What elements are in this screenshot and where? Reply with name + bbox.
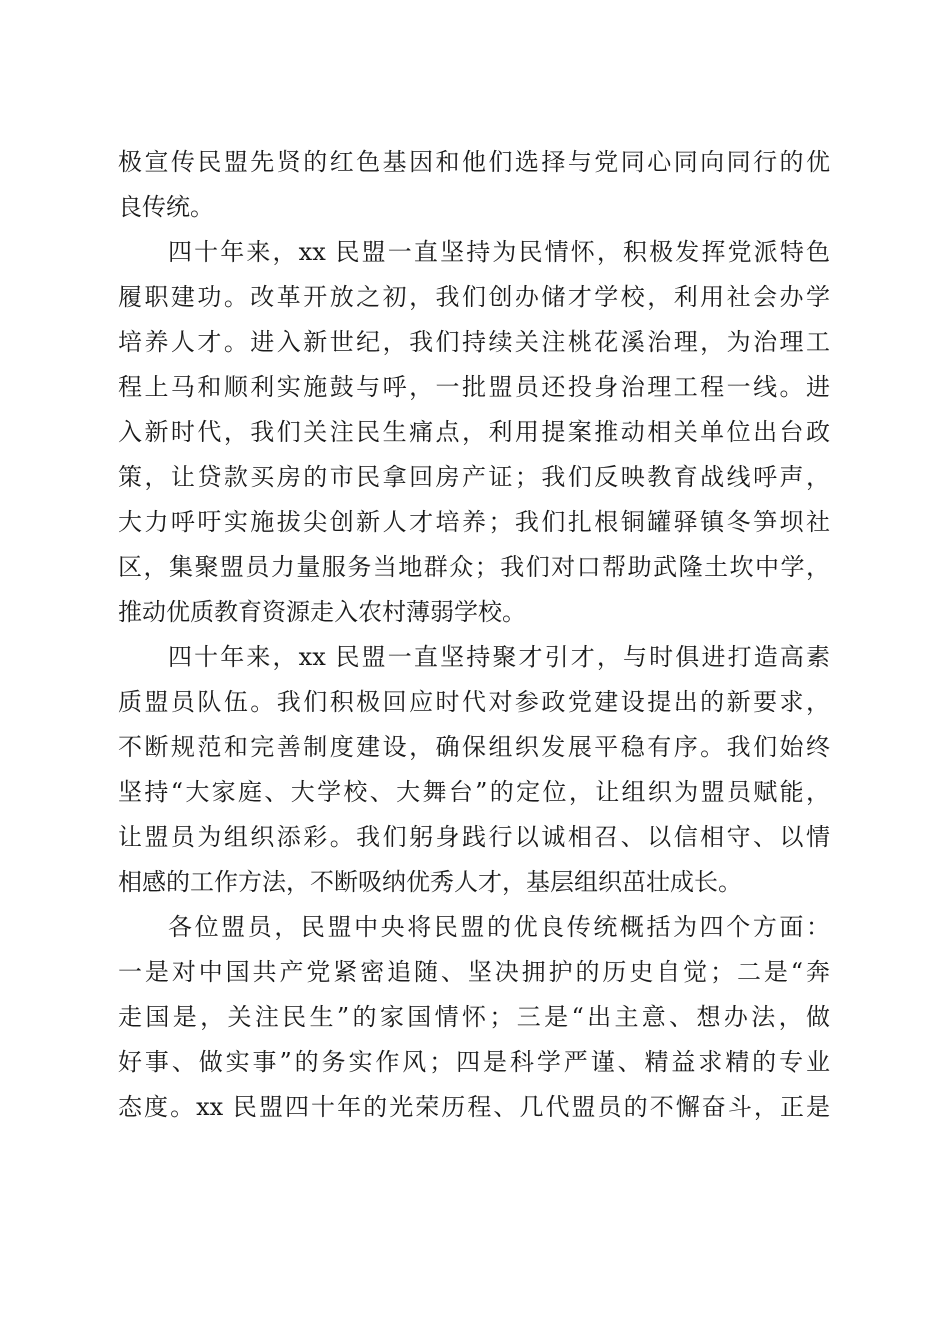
document-body [118,140,830,1130]
text-line: 不断规范和完善制度建设，确保组织发展平稳有序。我们始终 [118,733,830,761]
text-line: 坚持“大家庭、大学校、大舞台”的定位，让组织为盟员赋能， [118,778,830,806]
text-line: 入新时代，我们关注民生痛点，利用提案推动相关单位出台政 [118,418,830,446]
paragraph-first-line: 四十年来，xx 民盟一直坚持为民情怀，积极发挥党派特色 [168,238,830,266]
text-line: 培养人才。进入新世纪，我们持续关注桃花溪治理，为治理工 [118,328,830,356]
text-line: 程上马和顺利实施鼓与呼，一批盟员还投身治理工程一线。进 [118,373,830,401]
text-line: 大力呼吁实施拔尖创新人才培养；我们扎根铜罐驿镇冬笋坝社 [118,508,830,536]
text-line: 质盟员队伍。我们积极回应时代对参政党建设提出的新要求， [118,688,830,716]
text-line: 让盟员为组织添彩。我们躬身践行以诚相召、以信相守、以情 [118,823,830,851]
text-line: 好事、做实事”的务实作风；四是科学严谨、精益求精的专业 [118,1048,830,1076]
text-line: 区，集聚盟员力量服务当地群众；我们对口帮助武隆土坎中学， [118,553,830,581]
text-line: 态度。xx 民盟四十年的光荣历程、几代盟员的不懈奋斗，正是 [118,1093,830,1121]
text-line: 走国是，关注民生”的家国情怀；三是“出主意、想办法，做 [118,1003,830,1031]
paragraph-first-line: 四十年来，xx 民盟一直坚持聚才引才，与时俱进打造高素 [168,643,830,671]
text-line: 推动优质教育资源走入农村薄弱学校。 [118,598,526,626]
text-line: 一是对中国共产党紧密追随、坚决拥护的历史自觉；二是“奔 [118,958,830,986]
text-line: 履职建功。改革开放之初，我们创办储才学校，利用社会办学 [118,283,830,311]
text-line: 相感的工作方法，不断吸纳优秀人才，基层组织茁壮成长。 [118,868,742,896]
text-line: 策，让贷款买房的市民拿回房产证；我们反映教育战线呼声， [118,463,830,491]
text-line: 极宣传民盟先贤的红色基因和他们选择与党同心同向同行的优 [118,148,830,176]
paragraph-first-line: 各位盟员，民盟中央将民盟的优良传统概括为四个方面： [168,913,830,941]
text-line: 良传统。 [118,193,214,221]
